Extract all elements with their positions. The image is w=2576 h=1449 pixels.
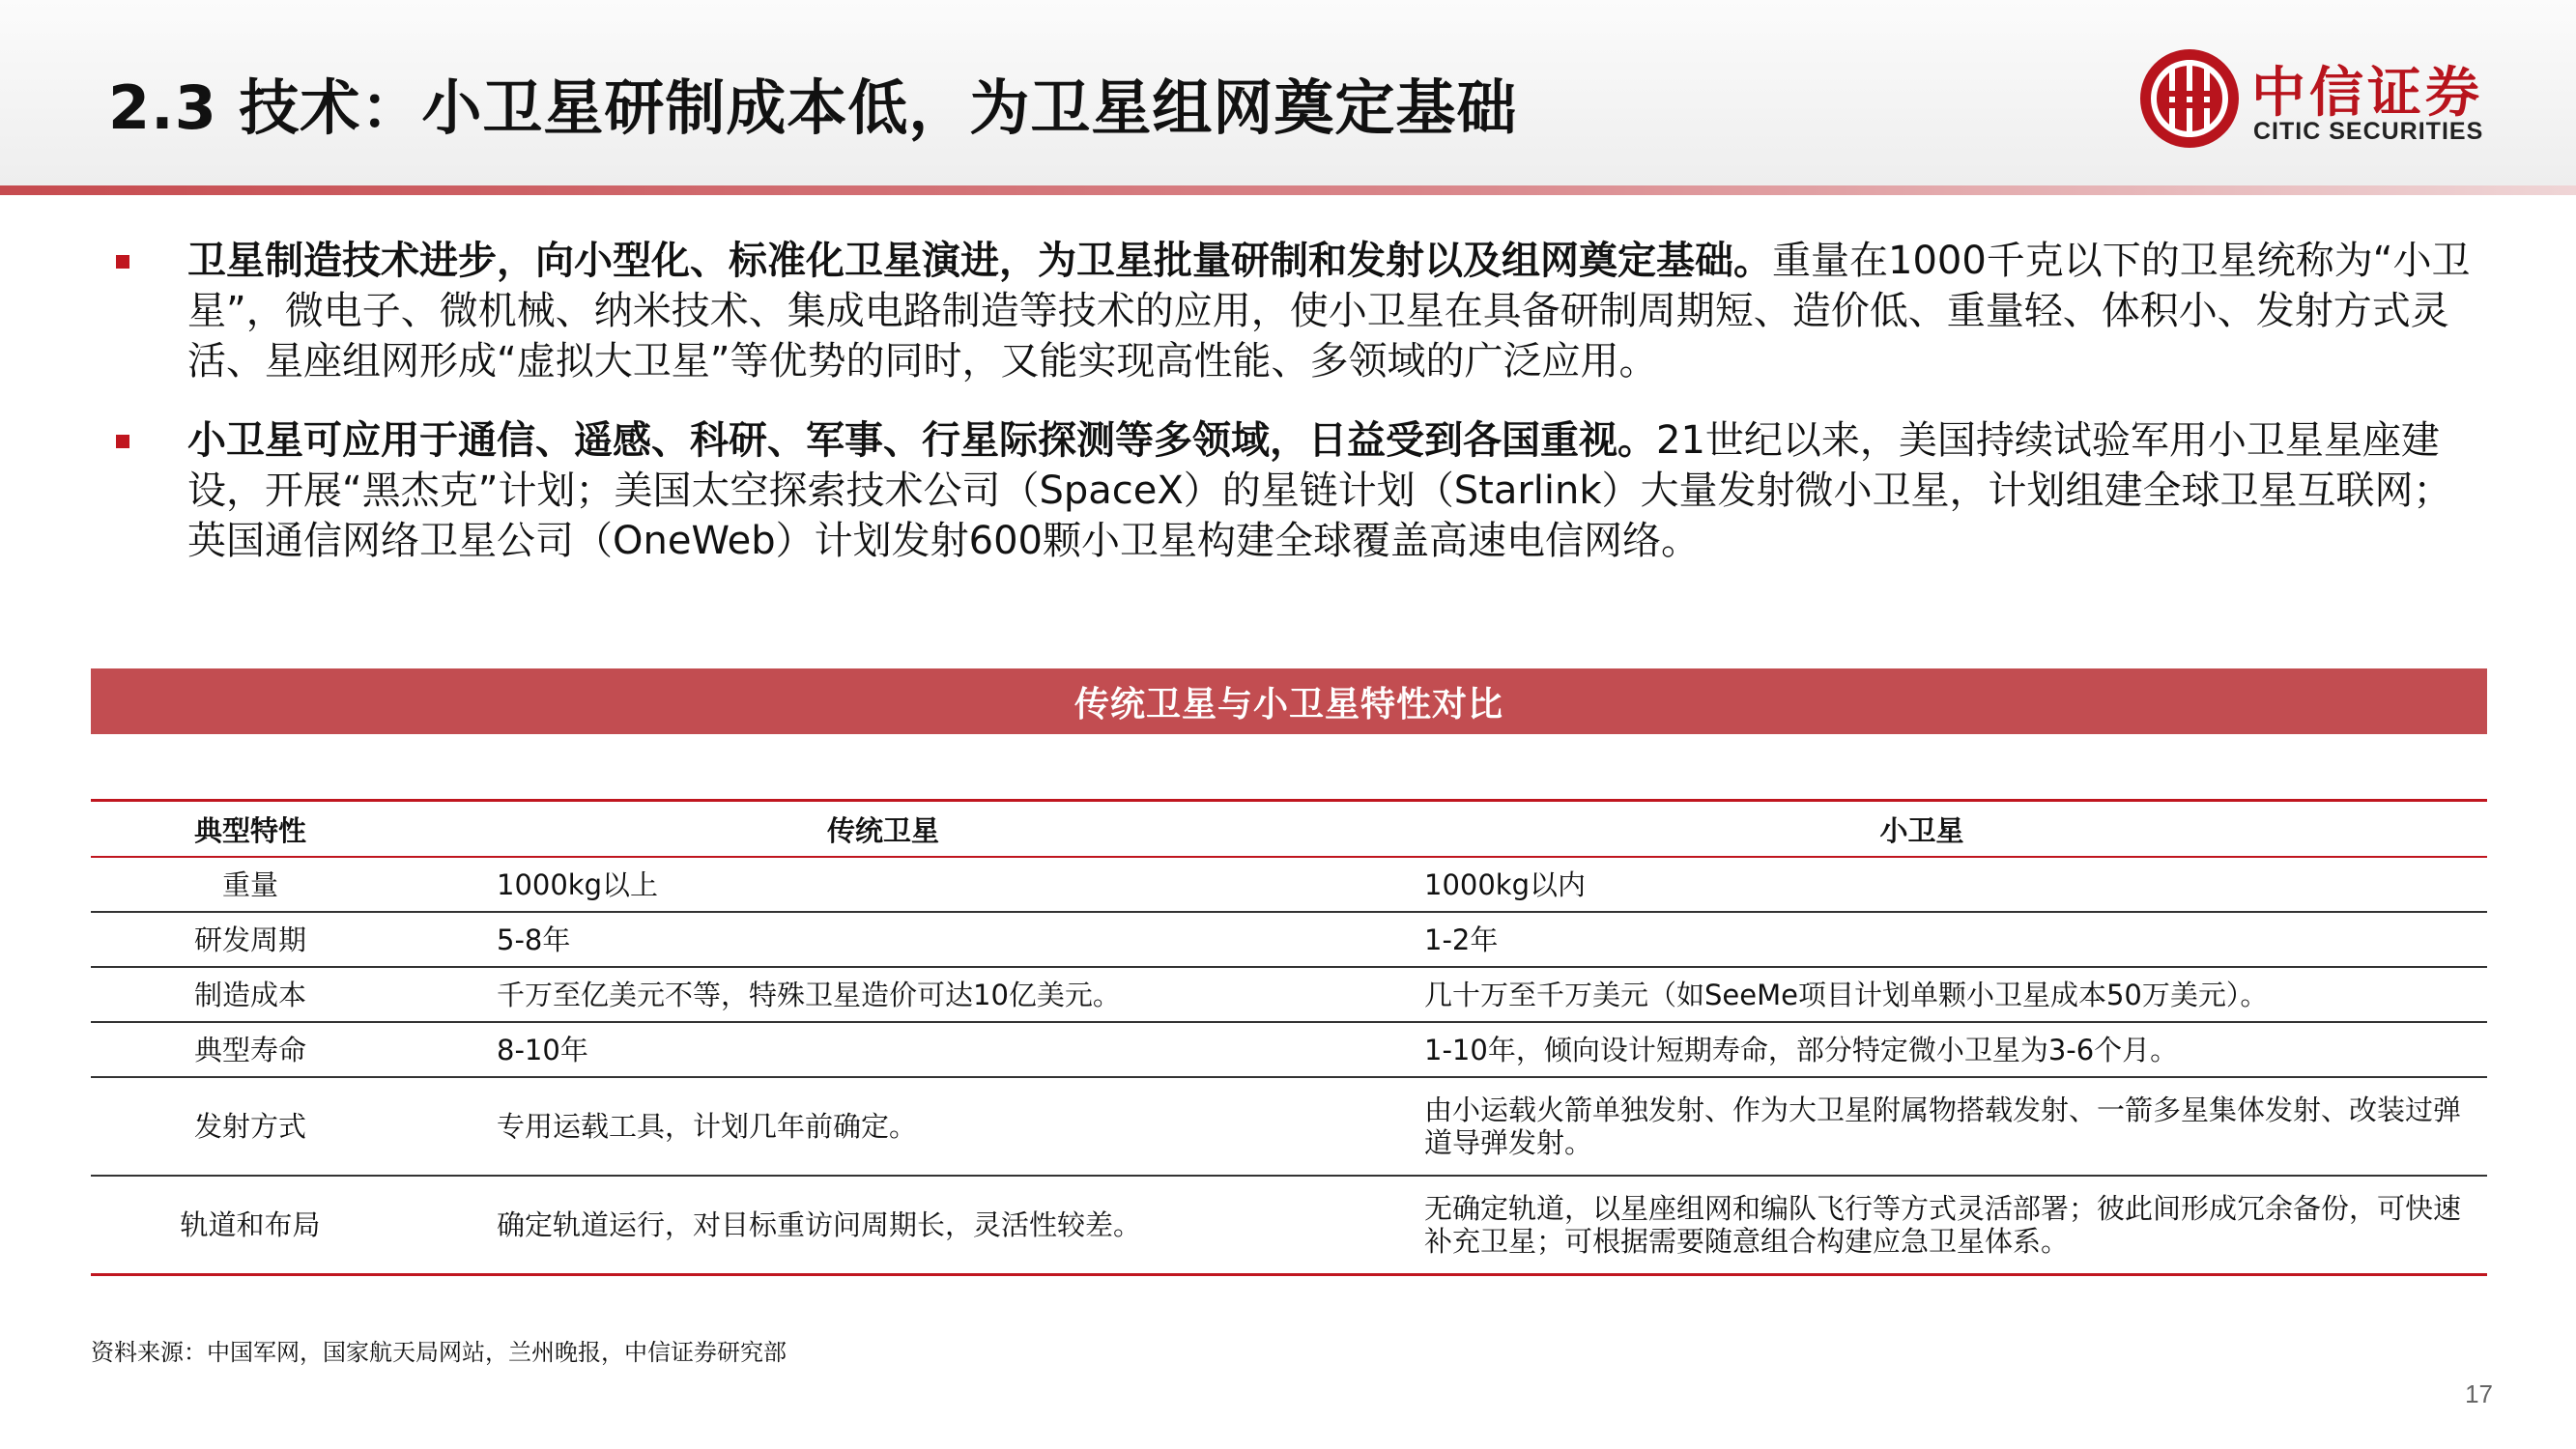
small-sat-cell: 由小运载火箭单独发射、作为大卫星附属物搭载发射、一箭多星集体发射、改装过弹道导弹发射。 (1357, 1077, 2487, 1176)
page-number: 17 (2465, 1379, 2493, 1408)
traditional-cell: 千万至亿美元不等，特殊卫星造价可达10亿美元。 (410, 967, 1357, 1022)
small-sat-cell: 无确定轨道，以星座组网和编队飞行等方式灵活部署；彼此间形成冗余备份，可快速补充卫星；可根据需要随意组合构建应急卫星体系。 (1357, 1176, 2487, 1275)
citic-logo (2137, 46, 2504, 153)
row-label: 轨道和布局 (91, 1176, 410, 1275)
slide-title: 2.3 技术：小卫星研制成本低，为卫星组网奠定基础 (108, 72, 1518, 143)
slide-header (0, 0, 2576, 185)
row-label: 重量 (91, 857, 410, 912)
bullet-lead: 小卫星可应用于通信、遥感、科研、军事、行星际探测等多领域，日益受到各国重视。 (187, 418, 1656, 463)
logo-chinese-name: 中信证券 (2251, 62, 2483, 125)
small-sat-cell: 几十万至千万美元（如SeeMe项目计划单颗小卫星成本50万美元）。 (1357, 967, 2487, 1022)
row-label: 制造成本 (91, 967, 410, 1022)
row-label: 发射方式 (91, 1077, 410, 1176)
traditional-cell: 确定轨道运行，对目标重访问周期长，灵活性较差。 (410, 1176, 1357, 1275)
bullet-square-icon (116, 435, 129, 448)
table-header-row (91, 801, 2487, 858)
row-label: 典型寿命 (91, 1022, 410, 1077)
table-row (91, 912, 2487, 967)
traditional-cell: 8-10年 (410, 1022, 1357, 1077)
table-title: 传统卫星与小卫星特性对比 (91, 668, 2487, 734)
bullet-text (187, 236, 2483, 386)
bullet-square-icon (116, 255, 129, 269)
bullet-body: 重量在1000千克以下的卫星统称为“小卫星”，微电子、微机械、纳米技术、集成电路制造等技术的应用，使小卫星在具备研制周期短、造价低、重量轻、体积小、发射方式灵活、星座组网形成“虚拟大卫星”等优势的同时，又能实现高性能、多领域的广泛应用。 (187, 239, 2471, 384)
table-row (91, 857, 2487, 912)
row-label: 研发周期 (91, 912, 410, 967)
bullet-list (106, 236, 2483, 595)
comparison-table (91, 799, 2487, 1276)
small-sat-cell: 1-10年，倾向设计短期寿命，部分特定微小卫星为3-6个月。 (1357, 1022, 2487, 1077)
header-divider (0, 185, 2576, 195)
traditional-cell: 专用运载工具，计划几年前确定。 (410, 1077, 1357, 1176)
bullet-item (106, 236, 2483, 386)
table-row (91, 1077, 2487, 1176)
bullet-body: 21世纪以来，美国持续试验军用小卫星星座建设，开展“黑杰克”计划；美国太空探索技术公司（SpaceX）的星链计划（Starlink）大量发射微小卫星，计划组建全球卫星互联网；英国通信网络卫星公司（OneWeb）计划发射600颗小卫星构建全球覆盖高速电信网络。 (187, 418, 2452, 563)
small-sat-cell: 1-2年 (1357, 912, 2487, 967)
traditional-cell: 1000kg以上 (410, 857, 1357, 912)
column-header: 典型特性 (91, 801, 410, 858)
table-row (91, 1176, 2487, 1275)
bullet-text (187, 415, 2483, 566)
bullet-item (106, 415, 2483, 566)
table-row (91, 1022, 2487, 1077)
small-sat-cell: 1000kg以内 (1357, 857, 2487, 912)
column-header: 传统卫星 (410, 801, 1357, 858)
source-note: 资料来源：中国军网，国家航天局网站，兰州晚报，中信证券研究部 (91, 1339, 787, 1366)
citic-emblem-icon (2137, 46, 2242, 151)
table-row (91, 967, 2487, 1022)
column-header: 小卫星 (1357, 801, 2487, 858)
traditional-cell: 5-8年 (410, 912, 1357, 967)
logo-english-name: CITIC SECURITIES (2253, 118, 2484, 145)
bullet-lead: 卫星制造技术进步，向小型化、标准化卫星演进，为卫星批量研制和发射以及组网奠定基础。 (187, 239, 1772, 283)
